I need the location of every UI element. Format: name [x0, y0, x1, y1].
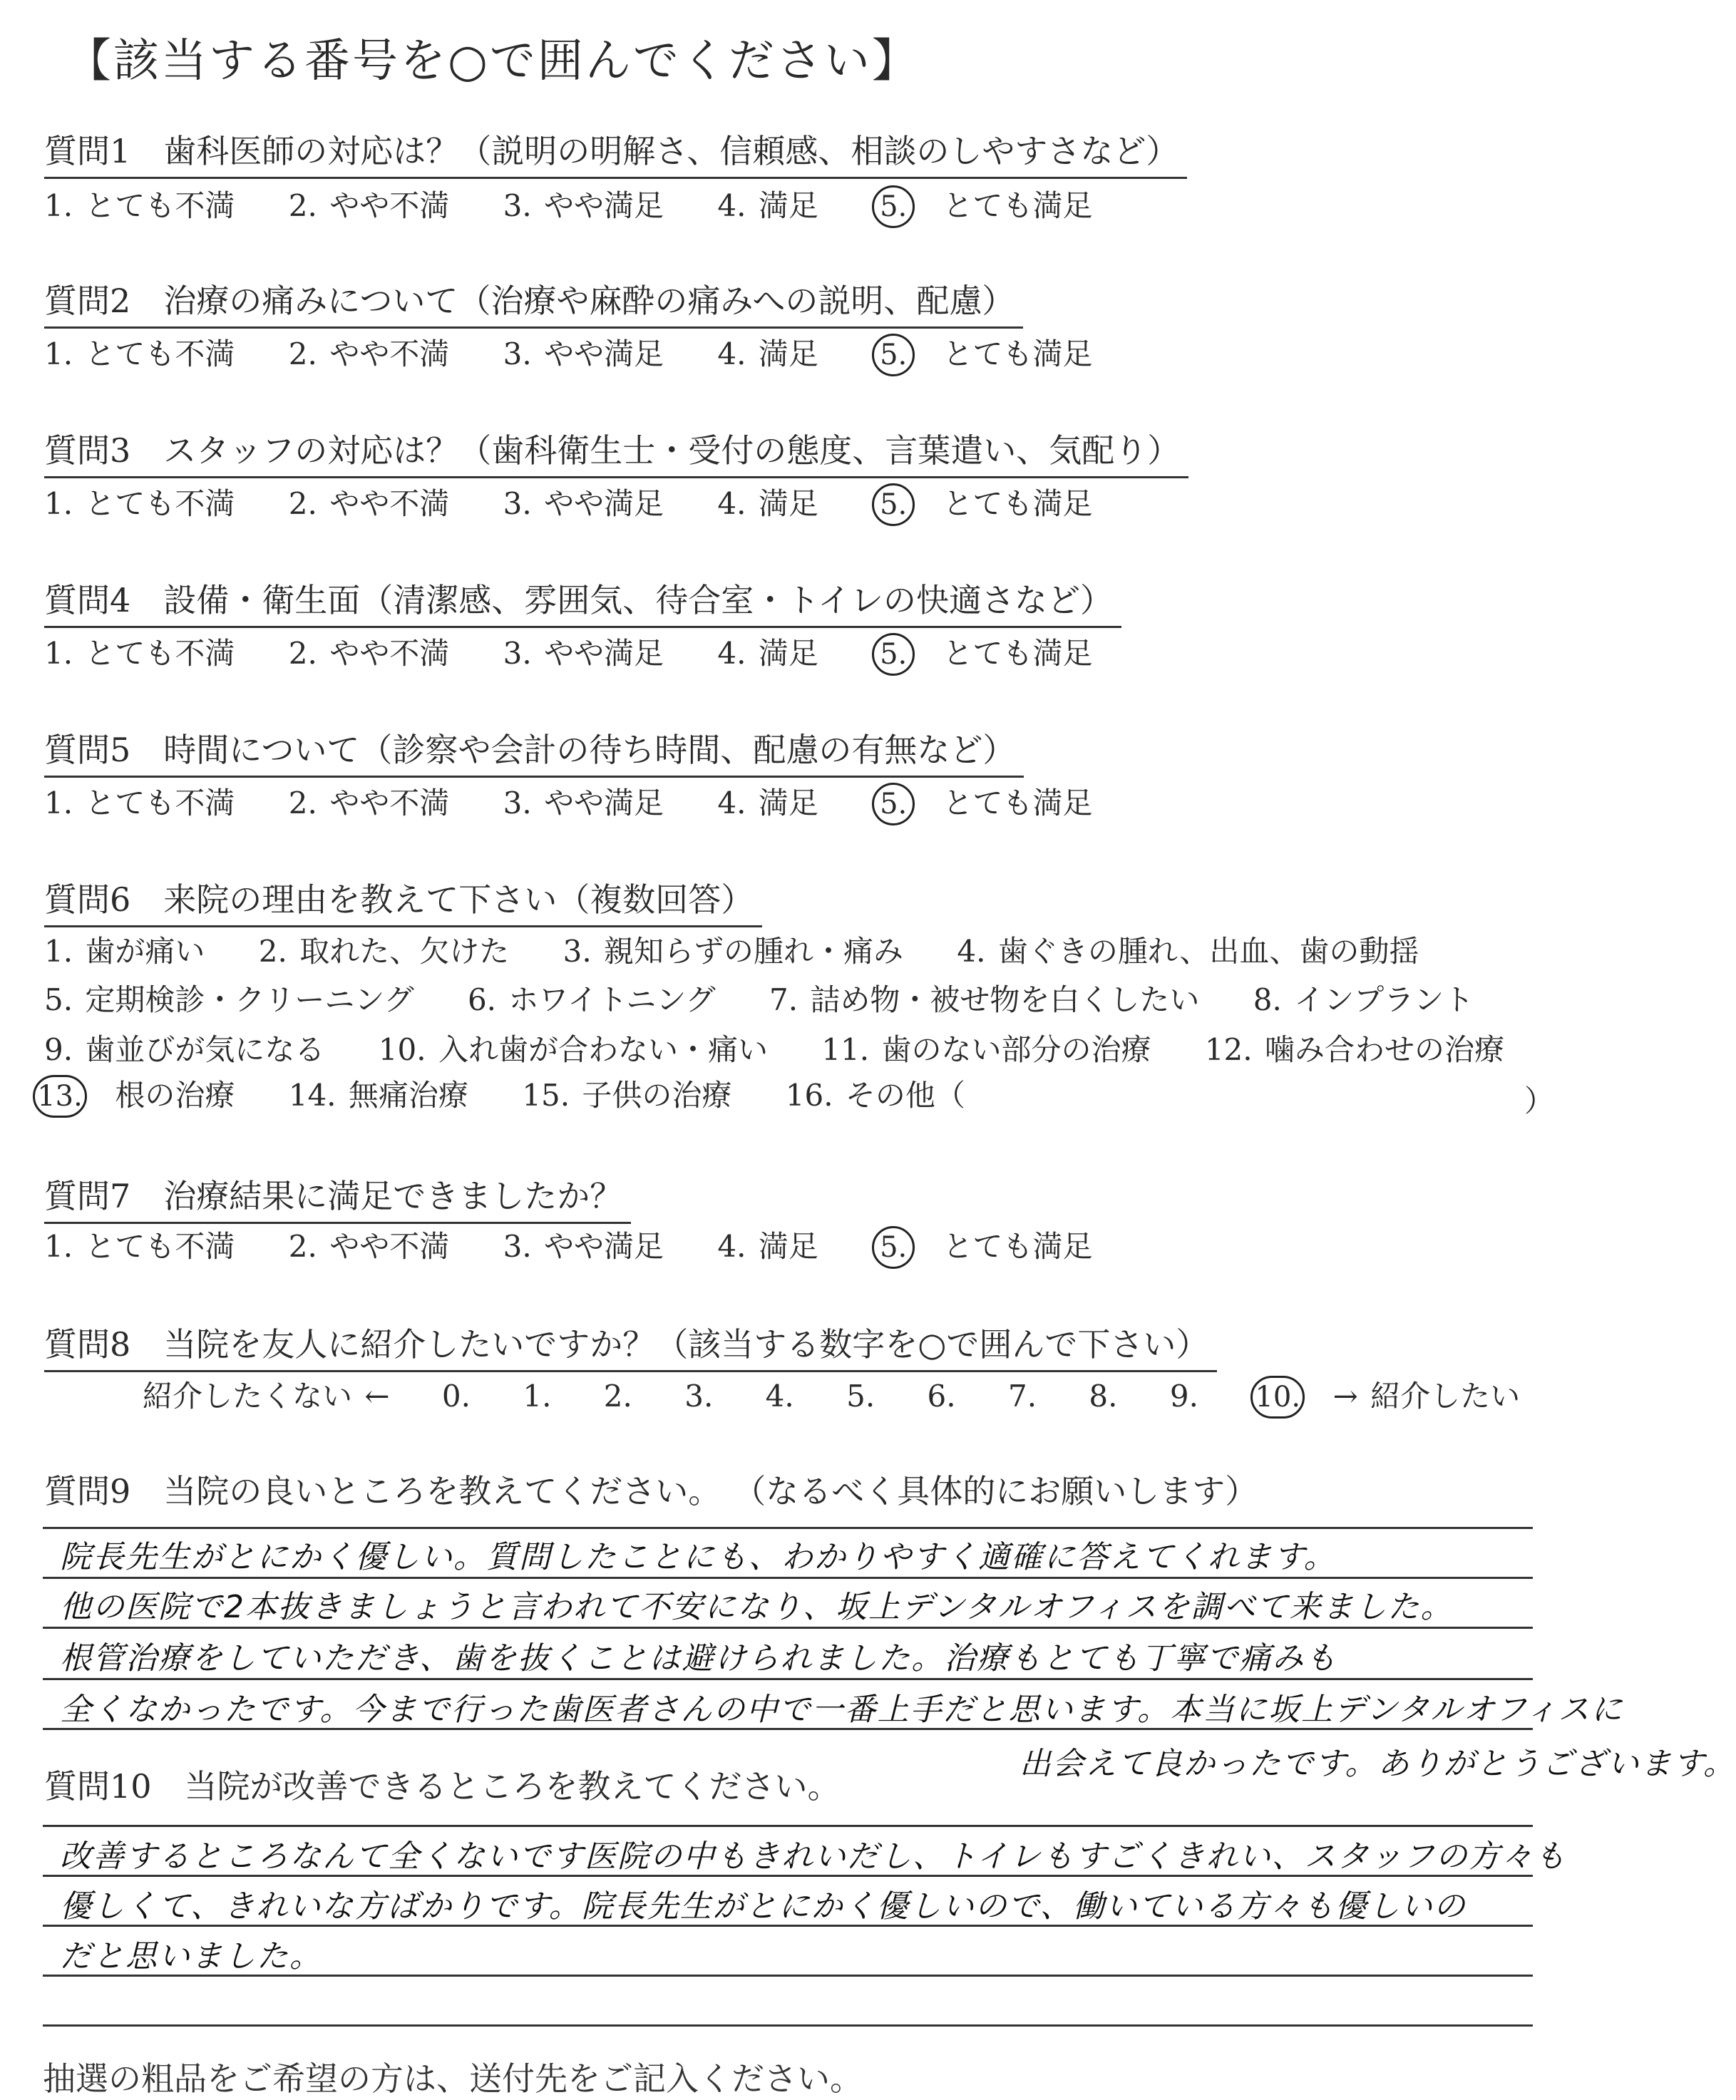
- option-1: 1. とても不満: [44, 188, 235, 223]
- question-6-label: 質問6 来院の理由を教えて下さい（複数回答）: [44, 874, 762, 927]
- option-3: 3. やや満足: [503, 188, 664, 223]
- question-9-text: 質問9 当院の良いところを教えてください。: [44, 1472, 721, 1510]
- option-4: 4. 満足: [717, 786, 818, 820]
- q9-answer-line-4[interactable]: 全くなかったです。今まで行った歯医者さんの中で一番上手だと思います。本当に坂上デンタルオフィスに: [60, 1692, 1624, 1728]
- option-1: 1. とても不満: [44, 486, 235, 521]
- option-5-label: とても満足: [943, 786, 1093, 820]
- scale-option: 5.: [846, 1379, 875, 1414]
- question-6-row-2: [44, 977, 1474, 1019]
- answer-line: [43, 1728, 1533, 1730]
- question-2-options: [44, 331, 1093, 376]
- selected-option-circle[interactable]: 5.: [872, 633, 915, 676]
- reason-option: 2. 取れた、欠けた: [258, 934, 510, 969]
- selected-scale-circle[interactable]: 10.: [1250, 1376, 1305, 1419]
- reason-option-other: 16. その他（: [785, 1078, 965, 1113]
- scale-right-label: → 紹介したい: [1332, 1379, 1521, 1414]
- reason-option: 6. ホワイトニング: [467, 982, 716, 1017]
- question-6-row-3: [44, 1026, 1504, 1069]
- scale-option: 1.: [523, 1379, 552, 1414]
- option-5-label: とても満足: [943, 188, 1093, 223]
- reason-option: 1. 歯が痛い: [44, 934, 205, 969]
- scale-option: 8.: [1089, 1379, 1118, 1414]
- option-5-label: とても満足: [943, 336, 1093, 371]
- option-1: 1. とても不満: [44, 636, 235, 671]
- form-title: 【該当する番号を○で囲んでください】: [66, 35, 920, 88]
- scale-option: 2.: [603, 1379, 632, 1414]
- answer-line: [43, 1678, 1533, 1680]
- q9-answer-line-1[interactable]: 院長先生がとにかく優しい。質問したことにも、わかりやすく適確に答えてくれます。: [60, 1539, 1337, 1575]
- selected-option-circle[interactable]: 5.: [872, 334, 915, 376]
- option-1: 1. とても不満: [44, 786, 235, 820]
- reason-option: 3. 親知らずの腫れ・痛み: [563, 934, 904, 969]
- option-2: 2. やや不満: [288, 336, 450, 371]
- question-3-label: 質問3 スタッフの対応は？（歯科衛生士・受付の態度、言葉遣い、気配り）: [44, 425, 1188, 478]
- footer-note: 抽選の粗品をご希望の方は、送付先をご記入ください。: [43, 2059, 863, 2098]
- scale-option: 6.: [927, 1379, 956, 1414]
- reason-option: 7. 詰め物・被せ物を白くしたい: [769, 982, 1200, 1017]
- question-6-row-4: [33, 1072, 965, 1118]
- question-4-label: 質問4 設備・衛生面（清潔感、雰囲気、待合室・トイレの快適さなど）: [44, 575, 1121, 628]
- reason-option: 4. 歯ぐきの腫れ、出血、歯の動揺: [957, 934, 1419, 969]
- selected-option-circle[interactable]: 5.: [872, 483, 915, 526]
- answer-line: [43, 2024, 1533, 2027]
- question-8-scale: [143, 1373, 1520, 1419]
- option-3: 3. やや満足: [503, 336, 664, 371]
- q9-answer-line-5[interactable]: 出会えて良かったです。ありがとうございます。: [1019, 1746, 1736, 1782]
- answer-line: [43, 1925, 1533, 1927]
- answer-line: [43, 1825, 1533, 1827]
- option-5-label: とても満足: [943, 486, 1093, 521]
- reason-option: 14. 無痛治療: [288, 1078, 468, 1113]
- option-4: 4. 満足: [717, 1229, 818, 1264]
- option-2: 2. やや不満: [288, 486, 450, 521]
- scale-left-label: 紹介したくない ←: [143, 1379, 390, 1414]
- question-7-label: 質問7 治療結果に満足できましたか？: [44, 1170, 631, 1224]
- reason-option: 10. 入れ歯が合わない・痛い: [378, 1032, 768, 1067]
- option-3: 3. やや満足: [503, 786, 664, 820]
- question-9-label: [44, 1466, 1266, 1517]
- scale-option: 4.: [765, 1379, 794, 1414]
- reason-option: 15. 子供の治療: [522, 1078, 732, 1113]
- reason-option: 5. 定期検診・クリーニング: [44, 982, 414, 1017]
- answer-line: [43, 1875, 1533, 1877]
- option-1: 1. とても不満: [44, 336, 235, 371]
- other-close-paren: ）: [1524, 1084, 1555, 1118]
- selected-option-circle[interactable]: 5.: [872, 1226, 915, 1269]
- option-1: 1. とても不満: [44, 1229, 235, 1264]
- answer-line: [43, 1527, 1533, 1529]
- option-3: 3. やや満足: [503, 1229, 664, 1264]
- option-2: 2. やや不満: [288, 188, 450, 223]
- option-2: 2. やや不満: [288, 1229, 450, 1264]
- question-10-label: 質問10 当院が改善できるところを教えてください。: [44, 1767, 841, 1806]
- q9-answer-line-2[interactable]: 他の医院で2本抜きましょうと言われて不安になり、坂上デンタルオフィスを調べて来ました。: [60, 1589, 1454, 1625]
- q9-answer-line-3[interactable]: 根管治療をしていただき、歯を抜くことは避けられました。治療もとても丁寧で痛みも: [60, 1640, 1338, 1677]
- option-4: 4. 満足: [717, 636, 818, 671]
- selected-reason-circle[interactable]: 13.: [33, 1075, 87, 1118]
- option-5-label: とても満足: [943, 636, 1093, 671]
- option-3: 3. やや満足: [503, 636, 664, 671]
- answer-line: [43, 1627, 1533, 1629]
- selected-option-circle[interactable]: 5.: [872, 783, 915, 825]
- scale-option: 3.: [684, 1379, 714, 1414]
- reason-option: 11. 歯のない部分の治療: [821, 1032, 1151, 1067]
- selected-option-circle[interactable]: 5.: [872, 185, 915, 228]
- question-1-options: [44, 182, 1093, 228]
- scale-option: 7.: [1007, 1379, 1037, 1414]
- question-5-label: 質問5 時間について（診察や会計の待ち時間、配慮の有無など）: [44, 724, 1024, 778]
- option-3: 3. やや満足: [503, 486, 664, 521]
- option-4: 4. 満足: [717, 188, 818, 223]
- reason-option: 9. 歯並びが気になる: [44, 1032, 325, 1067]
- question-8-label: 質問8 当院を友人に紹介したいですか？（該当する数字を○で囲んで下さい）: [44, 1319, 1217, 1372]
- question-4-options: [44, 630, 1093, 676]
- question-7-options: [44, 1223, 1093, 1269]
- question-2-label: 質問2 治療の痛みについて（治療や麻酔の痛みへの説明、配慮）: [44, 275, 1023, 329]
- answer-line: [43, 1577, 1533, 1579]
- reason-option: 12. 噛み合わせの治療: [1204, 1032, 1504, 1067]
- question-6-row-1: [44, 928, 1419, 971]
- reason-option: 8. インプラント: [1253, 982, 1474, 1017]
- question-5-options: [44, 780, 1093, 825]
- scale-option: 0.: [441, 1379, 471, 1414]
- option-5-label: とても満足: [943, 1229, 1093, 1264]
- option-4: 4. 満足: [717, 486, 818, 521]
- q10-answer-line-1[interactable]: 改善するところなんて全くないです医院の中もきれいだし、トイレもすごくきれい、スタッフの方々も: [60, 1838, 1567, 1875]
- scale-option: 9.: [1169, 1379, 1198, 1414]
- question-9-note: （なるべく具体的にお願いします）: [749, 1472, 1258, 1510]
- q10-answer-line-2[interactable]: 優しくて、きれいな方ばかりです。院長先生がとにかく優しいので、働いている方々も優しいの: [60, 1888, 1467, 1925]
- option-2: 2. やや不満: [288, 786, 450, 820]
- option-4: 4. 満足: [717, 336, 818, 371]
- option-2: 2. やや不満: [288, 636, 450, 671]
- selected-reason-label: 根の治療: [115, 1078, 235, 1113]
- answer-line: [43, 1975, 1533, 1977]
- q10-answer-line-3[interactable]: だと思いました。: [60, 1938, 322, 1975]
- question-1-label: 質問1 歯科医師の対応は？（説明の明解さ、信頼感、相談のしやすさなど）: [44, 125, 1187, 179]
- question-3-options: [44, 480, 1093, 526]
